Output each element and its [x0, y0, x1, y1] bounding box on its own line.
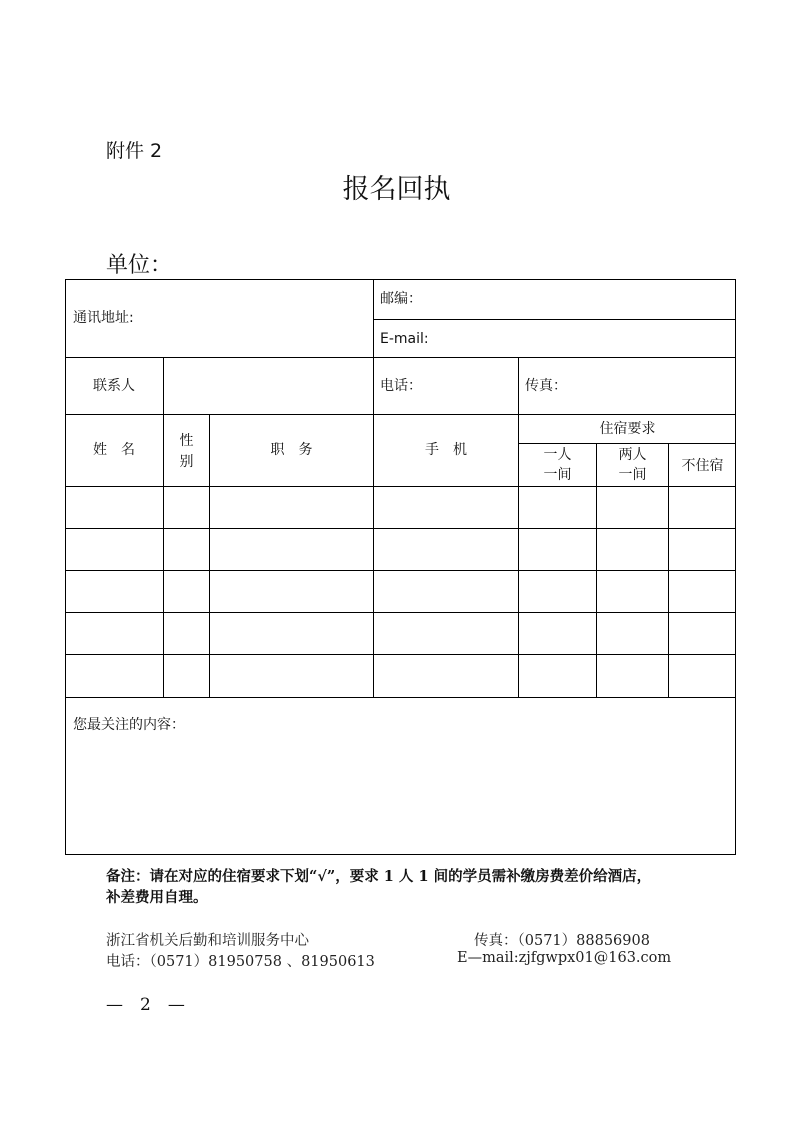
- col-gender-line2: 别: [179, 454, 194, 470]
- email-label: E-mail:: [380, 331, 429, 347]
- col-single-line1: 一人: [543, 447, 572, 463]
- contact-label: 联系人: [93, 378, 135, 394]
- page-number: — 2 —: [106, 995, 185, 1015]
- registration-form: [65, 279, 736, 855]
- footer-email: E—mail:zjfgwpx01@163.com: [457, 950, 672, 966]
- postcode-label: 邮编：: [380, 291, 422, 307]
- concern-field[interactable]: [66, 739, 735, 854]
- col-double-line2: 一间: [618, 467, 647, 483]
- attendee-row[interactable]: [66, 487, 735, 528]
- attendee-row[interactable]: [66, 655, 735, 697]
- page-title: 报名回执: [342, 174, 451, 205]
- footer-org: 浙江省机关后勤和培训服务中心: [106, 933, 309, 949]
- attendee-row[interactable]: [66, 571, 735, 612]
- fax-field[interactable]: [570, 358, 735, 414]
- col-gender-line1: 性: [179, 433, 194, 449]
- unit-label: 单位：: [106, 253, 173, 278]
- attachment-label: 附件 2: [106, 140, 163, 162]
- notes: [106, 866, 651, 908]
- email-field[interactable]: [445, 320, 735, 357]
- phone-label: 电话：: [380, 378, 422, 394]
- col-mobile: 手 机: [425, 442, 467, 458]
- footer-phone: 电话：（0571）81950758 、81950613: [106, 954, 375, 970]
- col-position: 职 务: [270, 442, 313, 458]
- col-accommodation: 住宿要求: [599, 421, 656, 437]
- fax-label: 传真：: [525, 378, 567, 394]
- col-single-line2: 一间: [543, 467, 572, 483]
- address-label: 通讯地址:: [73, 310, 134, 326]
- notes-line2: 补差费用自理。: [106, 889, 208, 906]
- phone-field[interactable]: [425, 358, 518, 414]
- footer-fax: 传真：（0571）88856908: [474, 933, 650, 949]
- col-name: 姓 名: [93, 442, 135, 458]
- attendee-row[interactable]: [66, 529, 735, 570]
- attendee-row[interactable]: [66, 613, 735, 654]
- concern-label: 您最关注的内容：: [73, 717, 185, 733]
- notes-line1: 备注：请在对应的住宿要求下划“√”，要求 1 人 1 间的学员需补缴房费差价给酒店，: [106, 868, 652, 885]
- contact-field[interactable]: [164, 358, 373, 414]
- address-field[interactable]: [163, 280, 372, 357]
- col-double-line1: 两人: [618, 447, 647, 463]
- col-no-accommodation: 不住宿: [681, 458, 724, 474]
- postcode-field[interactable]: [445, 280, 735, 319]
